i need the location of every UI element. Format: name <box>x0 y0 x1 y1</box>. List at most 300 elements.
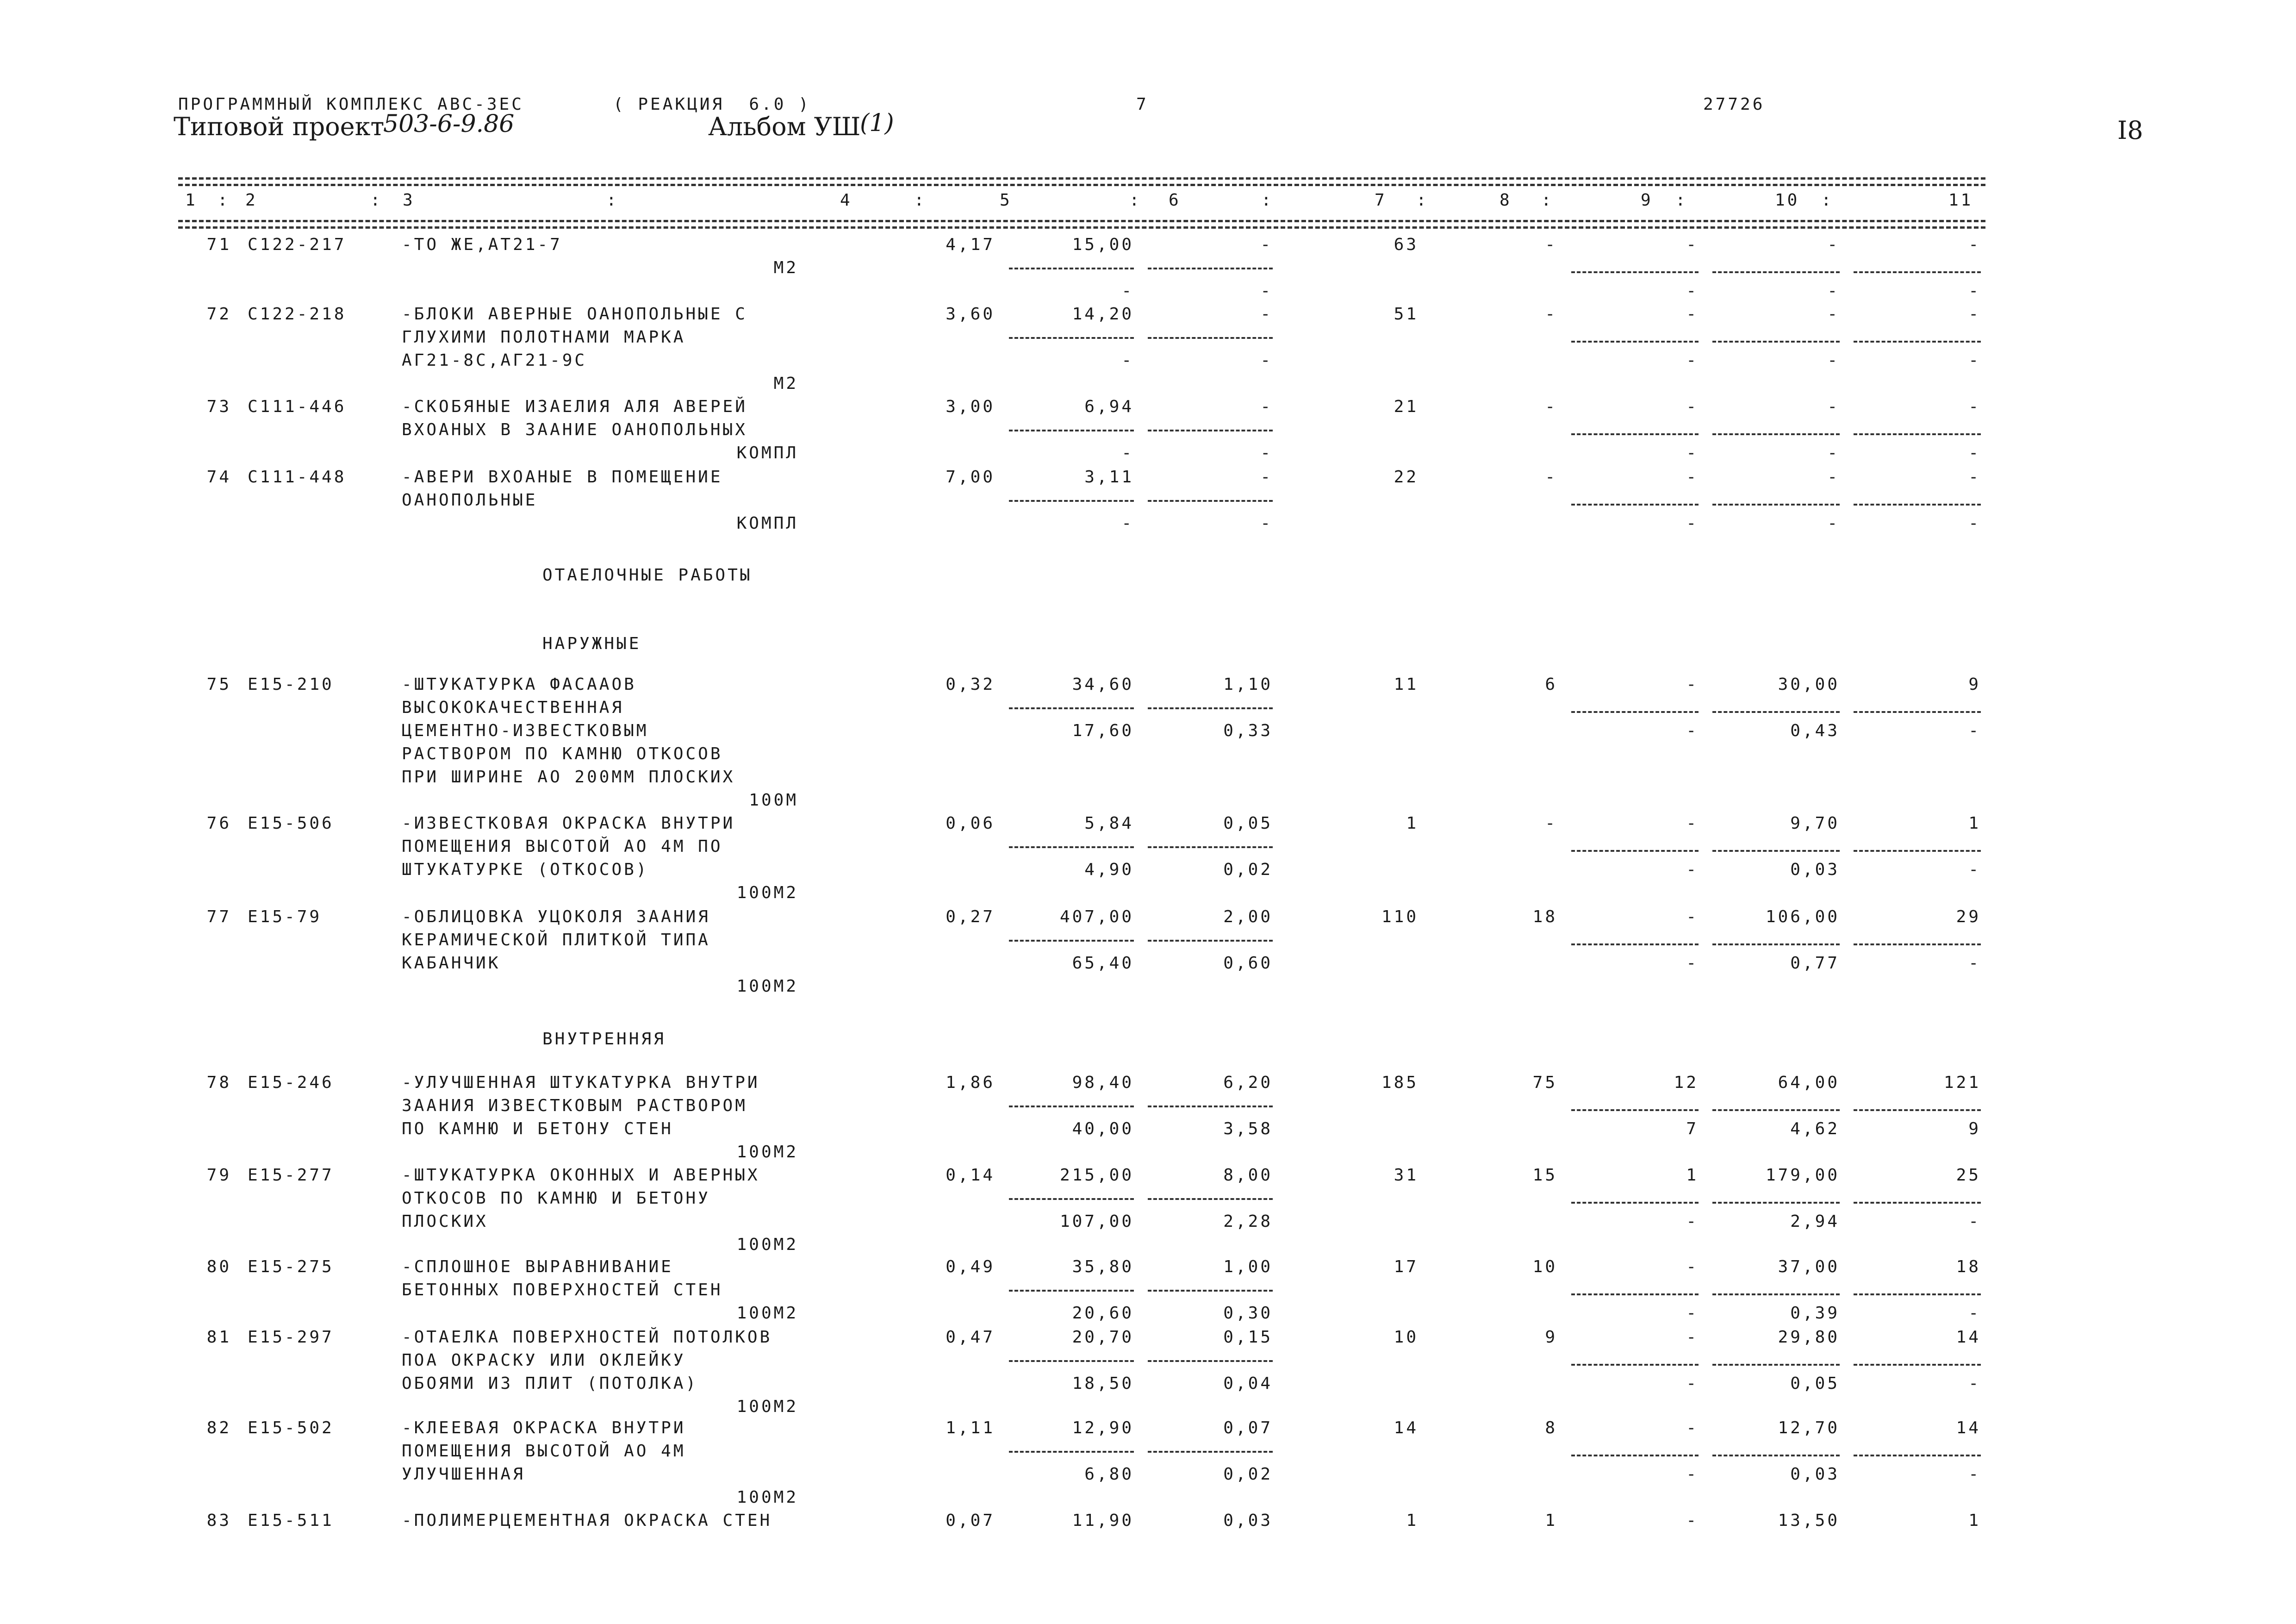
cell-c7: 185 <box>1381 1073 1419 1092</box>
row-description: КЕРАМИЧЕСКОЙ ПЛИТКОЙ ТИПА <box>402 931 710 949</box>
cell-c8: - <box>1545 235 1557 254</box>
cell-separator <box>1148 846 1273 848</box>
column-separator: : <box>1261 191 1274 210</box>
cell-c7: 110 <box>1381 907 1419 926</box>
row-number: 76 <box>206 814 231 833</box>
cell-c8: 8 <box>1545 1418 1557 1437</box>
cell-separator <box>1009 940 1134 942</box>
cell-c10: 9,70 <box>1790 814 1840 833</box>
cell-c5: 20,70 <box>1072 1328 1134 1347</box>
cell-c5: 6,80 <box>1084 1465 1134 1484</box>
row-description: -ТО ЖЕ,АТ21-7 <box>402 235 562 254</box>
cell-c4: 0,27 <box>946 907 995 926</box>
cell-c8: 9 <box>1545 1328 1557 1347</box>
section-interior: ВНУТРЕННЯЯ <box>542 1030 666 1049</box>
row-description: -ИЗВЕСТКОВАЯ ОКРАСКА ВНУТРИ <box>402 814 735 833</box>
row-description: ЦЕМЕНТНО-ИЗВЕСТКОВЫМ <box>402 721 649 740</box>
cell-c9: - <box>1686 1418 1699 1437</box>
row-code: C111-446 <box>248 397 347 416</box>
row-description: ОАНОПОЛЬНЫЕ <box>402 491 538 510</box>
cell-separator <box>1854 1455 1981 1456</box>
column-separator: : <box>1541 191 1554 210</box>
row-number: 81 <box>206 1328 231 1347</box>
column-header-5: 5 <box>1000 191 1012 210</box>
cell-c7: 21 <box>1394 397 1419 416</box>
row-description: ПО КАМНЮ И БЕТОНУ СТЕН <box>402 1119 673 1138</box>
cell-c5: 65,40 <box>1072 954 1134 973</box>
cell-c8: 10 <box>1532 1257 1557 1276</box>
program-title: ПРОГРАММНЫЙ КОМПЛЕКС АВС-3ЕС <box>178 95 524 114</box>
cell-separator <box>1009 1198 1134 1200</box>
row-unit: M2 <box>773 258 798 277</box>
cell-c10: 0,77 <box>1790 954 1840 973</box>
cell-separator <box>1148 940 1273 942</box>
cell-separator <box>1854 433 1981 435</box>
row-number: 78 <box>206 1073 231 1092</box>
row-number: 79 <box>206 1166 231 1185</box>
cell-c6: 2,00 <box>1223 907 1273 926</box>
cell-separator <box>1712 943 1840 945</box>
cell-c6: 0,02 <box>1223 1465 1273 1484</box>
row-unit: 100M2 <box>736 1235 798 1254</box>
row-unit: 100M2 <box>736 1143 798 1162</box>
cell-c4: 3,60 <box>946 305 995 324</box>
cell-c8: 1 <box>1545 1511 1557 1530</box>
row-description: ШТУКАТУРКЕ (ОТКОСОВ) <box>402 860 649 879</box>
cell-c9: - <box>1686 1465 1699 1484</box>
cell-c10: - <box>1827 468 1840 487</box>
cell-c7: 51 <box>1394 305 1419 324</box>
cell-separator <box>1712 711 1840 713</box>
row-number: 83 <box>206 1511 231 1530</box>
cell-separator <box>1854 711 1981 713</box>
column-separator: : <box>1675 191 1688 210</box>
row-unit: 100M2 <box>736 1397 798 1416</box>
cell-separator <box>1571 711 1699 713</box>
cell-separator <box>1854 850 1981 852</box>
cell-separator <box>1148 1360 1273 1362</box>
cell-c11: 121 <box>1943 1073 1981 1092</box>
cell-c4: 1,86 <box>946 1073 995 1092</box>
cell-c8: - <box>1545 305 1557 324</box>
cell-c5: 20,60 <box>1072 1304 1134 1323</box>
cell-c8: - <box>1545 468 1557 487</box>
row-unit: 100M2 <box>736 1488 798 1507</box>
cell-c9: - <box>1686 1511 1699 1530</box>
cell-c8: 18 <box>1532 907 1557 926</box>
cell-separator <box>1009 268 1134 269</box>
cell-separator <box>1712 1109 1840 1111</box>
row-code: E15-502 <box>248 1418 334 1437</box>
project-number: 503-6-9.86 <box>383 110 515 138</box>
cell-c5: 17,60 <box>1072 721 1134 740</box>
cell-c9: - <box>1686 954 1699 973</box>
cell-separator <box>1571 943 1699 945</box>
cell-separator <box>1148 1198 1273 1200</box>
cell-separator <box>1712 504 1840 506</box>
cell-c5: - <box>1121 351 1134 370</box>
cell-c11: - <box>1968 351 1981 370</box>
header-rule-top <box>178 177 1985 180</box>
page-number: 7 <box>1136 95 1149 114</box>
cell-c10: - <box>1827 235 1840 254</box>
row-description: ПЛОСКИХ <box>402 1212 488 1231</box>
cell-c11: - <box>1968 305 1981 324</box>
cell-c7: 1 <box>1406 1511 1419 1530</box>
cell-c5: 18,50 <box>1072 1374 1134 1393</box>
cell-separator <box>1148 500 1273 502</box>
row-description: ВЫСОКОКАЧЕСТВЕННАЯ <box>402 698 624 717</box>
cell-c6: 8,00 <box>1223 1166 1273 1185</box>
cell-c5: 107,00 <box>1059 1212 1134 1231</box>
cell-c5: - <box>1121 281 1134 300</box>
row-description: -ШТУКАТУРКА ФАСААОВ <box>402 675 636 694</box>
cell-c5: 12,90 <box>1072 1418 1134 1437</box>
column-header-2: 2 <box>245 191 258 210</box>
row-code: E15-246 <box>248 1073 334 1092</box>
column-header-7: 7 <box>1375 191 1387 210</box>
column-header-3: 3 <box>403 191 415 210</box>
cell-c5: 15,00 <box>1072 235 1134 254</box>
document-number: 27726 <box>1703 95 1765 114</box>
cell-c9: - <box>1686 1304 1699 1323</box>
row-code: E15-297 <box>248 1328 334 1347</box>
row-code: C122-218 <box>248 305 347 324</box>
cell-c8: - <box>1545 397 1557 416</box>
row-description: -ОТАЕЛКА ПОВЕРХНОСТЕЙ ПОТОЛКОВ <box>402 1328 772 1347</box>
cell-c10: 0,39 <box>1790 1304 1840 1323</box>
cell-c6: - <box>1260 235 1273 254</box>
cell-c7: 17 <box>1394 1257 1419 1276</box>
row-description: -КЛЕЕВАЯ ОКРАСКА ВНУТРИ <box>402 1418 686 1437</box>
cell-separator <box>1148 707 1273 709</box>
cell-c4: 0,47 <box>946 1328 995 1347</box>
cell-c11: 9 <box>1968 675 1981 694</box>
cell-c8: - <box>1545 814 1557 833</box>
cell-c5: 34,60 <box>1072 675 1134 694</box>
cell-separator <box>1009 430 1134 431</box>
row-description: ЗААНИЯ ИЗВЕСТКОВЫМ РАСТВОРОМ <box>402 1096 747 1115</box>
cell-separator <box>1854 1202 1981 1204</box>
row-number: 75 <box>206 675 231 694</box>
cell-c9: 12 <box>1674 1073 1699 1092</box>
cell-c6: - <box>1260 305 1273 324</box>
project-label: Типовой проект <box>174 112 385 141</box>
cell-c6: 0,03 <box>1223 1511 1273 1530</box>
column-header-9: 9 <box>1641 191 1653 210</box>
section-exterior: НАРУЖНЫЕ <box>542 634 641 653</box>
cell-separator <box>1712 1364 1840 1366</box>
cell-c6: 0,05 <box>1223 814 1273 833</box>
cell-c4: 0,14 <box>946 1166 995 1185</box>
column-header-10: 10 <box>1775 191 1800 210</box>
cell-c10: - <box>1827 397 1840 416</box>
column-header-11: 11 <box>1948 191 1973 210</box>
cell-c11: - <box>1968 514 1981 533</box>
cell-c8: 6 <box>1545 675 1557 694</box>
cell-separator <box>1571 1455 1699 1456</box>
cell-c7: 63 <box>1394 235 1419 254</box>
row-code: C111-448 <box>248 468 347 487</box>
column-separator: : <box>218 191 230 210</box>
row-number: 71 <box>206 235 231 254</box>
row-number: 74 <box>206 468 231 487</box>
cell-c9: - <box>1686 814 1699 833</box>
row-description: -ШТУКАТУРКА ОКОННЫХ И АВЕРНЫХ <box>402 1166 760 1185</box>
cell-c11: 25 <box>1956 1166 1981 1185</box>
cell-c9: - <box>1686 397 1699 416</box>
cell-c10: 29,80 <box>1778 1328 1840 1347</box>
header-rule-bottom <box>178 220 1985 222</box>
cell-c6: - <box>1260 514 1273 533</box>
row-unit: КОМПЛ <box>736 514 798 533</box>
cell-c9: - <box>1686 514 1699 533</box>
row-number: 82 <box>206 1418 231 1437</box>
row-code: E15-210 <box>248 675 334 694</box>
cell-c5: 11,90 <box>1072 1511 1134 1530</box>
cell-separator <box>1009 337 1134 339</box>
column-separator: : <box>1416 191 1429 210</box>
row-description: РАСТВОРОМ ПО КАМНЮ ОТКОСОВ <box>402 744 723 763</box>
cell-c10: 4,62 <box>1790 1119 1840 1138</box>
cell-c6: - <box>1260 281 1273 300</box>
row-description: -ПОЛИМЕРЦЕМЕНТНАЯ ОКРАСКА СТЕН <box>402 1511 772 1530</box>
column-header-4: 4 <box>840 191 852 210</box>
cell-c4: 0,49 <box>946 1257 995 1276</box>
cell-c10: 37,00 <box>1778 1257 1840 1276</box>
cell-separator <box>1148 337 1273 339</box>
cell-c5: 407,00 <box>1059 907 1134 926</box>
cell-c10: 30,00 <box>1778 675 1840 694</box>
album-number: (1) <box>860 109 894 137</box>
cell-c9: - <box>1686 351 1699 370</box>
header-rule-bottom2 <box>178 226 1985 229</box>
cell-separator <box>1712 341 1840 343</box>
cell-separator <box>1571 1202 1699 1204</box>
cell-separator <box>1009 1451 1134 1453</box>
cell-c6: - <box>1260 397 1273 416</box>
row-description: -СКОБЯНЫЕ ИЗАЕЛИЯ АЛЯ АВЕРЕЙ <box>402 397 747 416</box>
cell-c9: - <box>1686 468 1699 487</box>
cell-c11: - <box>1968 281 1981 300</box>
cell-separator <box>1712 1455 1840 1456</box>
row-description: -БЛОКИ АВЕРНЫЕ ОАНОПОЛЬНЫЕ С <box>402 305 747 324</box>
cell-c10: - <box>1827 351 1840 370</box>
cell-separator <box>1571 433 1699 435</box>
cell-c10: 106,00 <box>1765 907 1840 926</box>
cell-c5: 3,11 <box>1084 468 1134 487</box>
cell-c11: 1 <box>1968 1511 1981 1530</box>
cell-c9: 1 <box>1686 1166 1699 1185</box>
column-header-6: 6 <box>1169 191 1181 210</box>
cell-separator <box>1148 430 1273 431</box>
cell-c6: 0,15 <box>1223 1328 1273 1347</box>
cell-c11: - <box>1968 443 1981 462</box>
cell-c10: 0,05 <box>1790 1374 1840 1393</box>
cell-c6: 0,07 <box>1223 1418 1273 1437</box>
cell-c6: - <box>1260 351 1273 370</box>
cell-separator <box>1571 271 1699 273</box>
cell-c9: - <box>1686 860 1699 879</box>
cell-c8: 75 <box>1532 1073 1557 1092</box>
cell-separator <box>1009 707 1134 709</box>
row-description: ПРИ ШИРИНЕ АО 200ММ ПЛОСКИХ <box>402 768 735 787</box>
column-header-8: 8 <box>1500 191 1512 210</box>
cell-c10: 12,70 <box>1778 1418 1840 1437</box>
cell-c9: - <box>1686 305 1699 324</box>
row-unit: M2 <box>773 374 798 393</box>
cell-separator <box>1854 341 1981 343</box>
cell-c4: 1,11 <box>946 1418 995 1437</box>
cell-separator <box>1571 504 1699 506</box>
cell-c11: 9 <box>1968 1119 1981 1138</box>
cell-c10: 13,50 <box>1778 1511 1840 1530</box>
row-code: C122-217 <box>248 235 347 254</box>
row-description: УЛУЧШЕННАЯ <box>402 1465 525 1484</box>
cell-c6: 0,60 <box>1223 954 1273 973</box>
cell-separator <box>1571 1109 1699 1111</box>
cell-separator <box>1148 1451 1273 1453</box>
cell-c6: 2,28 <box>1223 1212 1273 1231</box>
cell-c5: 215,00 <box>1059 1166 1134 1185</box>
section-finishing: ОТАЕЛОЧНЫЕ РАБОТЫ <box>542 566 753 585</box>
cell-c10: - <box>1827 281 1840 300</box>
row-unit: 100M <box>749 791 798 810</box>
column-separator: : <box>1129 191 1142 210</box>
cell-c5: 35,80 <box>1072 1257 1134 1276</box>
column-separator: : <box>1821 191 1834 210</box>
cell-c5: 4,90 <box>1084 860 1134 879</box>
cell-c9: - <box>1686 443 1699 462</box>
cell-separator <box>1009 500 1134 502</box>
cell-c7: 31 <box>1394 1166 1419 1185</box>
cell-c7: 22 <box>1394 468 1419 487</box>
cell-separator <box>1009 1360 1134 1362</box>
cell-c6: 1,10 <box>1223 675 1273 694</box>
cell-c9: - <box>1686 907 1699 926</box>
cell-c6: 3,58 <box>1223 1119 1273 1138</box>
cell-separator <box>1854 1364 1981 1366</box>
cell-separator <box>1854 1109 1981 1111</box>
cell-c6: 0,02 <box>1223 860 1273 879</box>
cell-c11: - <box>1968 468 1981 487</box>
row-description: -ОБЛИЦОВКА УЦОКОЛЯ ЗААНИЯ <box>402 907 710 926</box>
row-description: ВХОАНЫХ В ЗААНИЕ ОАНОПОЛЬНЫХ <box>402 420 747 439</box>
cell-c10: 2,94 <box>1790 1212 1840 1231</box>
row-code: E15-275 <box>248 1257 334 1276</box>
cell-separator <box>1712 1202 1840 1204</box>
cell-separator <box>1854 943 1981 945</box>
cell-separator <box>1009 846 1134 848</box>
cell-c11: 1 <box>1968 814 1981 833</box>
cell-separator <box>1854 1293 1981 1295</box>
cell-separator <box>1571 1293 1699 1295</box>
cell-c7: 10 <box>1394 1328 1419 1347</box>
cell-c11: 14 <box>1956 1418 1981 1437</box>
column-separator: : <box>370 191 383 210</box>
row-description: БЕТОННЫХ ПОВЕРХНОСТЕЙ СТЕН <box>402 1280 723 1299</box>
cell-separator <box>1009 1290 1134 1292</box>
cell-c9: - <box>1686 1212 1699 1231</box>
cell-c4: 0,32 <box>946 675 995 694</box>
row-description: КАБАНЧИК <box>402 954 501 973</box>
cell-c10: 0,43 <box>1790 721 1840 740</box>
cell-separator <box>1712 850 1840 852</box>
cell-c9: - <box>1686 281 1699 300</box>
cell-c10: 0,03 <box>1790 860 1840 879</box>
row-number: 80 <box>206 1257 231 1276</box>
cell-c11: - <box>1968 954 1981 973</box>
cell-separator <box>1712 433 1840 435</box>
cell-separator <box>1148 1106 1273 1107</box>
cell-separator <box>1712 1293 1840 1295</box>
cell-separator <box>1854 504 1981 506</box>
row-description: -УЛУЧШЕННАЯ ШТУКАТУРКА ВНУТРИ <box>402 1073 760 1092</box>
sheet-number: I8 <box>2117 116 2143 145</box>
cell-c9: - <box>1686 675 1699 694</box>
row-unit: 100M2 <box>736 883 798 902</box>
cell-separator <box>1148 1290 1273 1292</box>
row-description: ПОМЕЩЕНИЯ ВЫСОТОЙ АО 4М ПО <box>402 837 723 856</box>
row-unit: КОМПЛ <box>736 443 798 462</box>
cell-separator <box>1571 341 1699 343</box>
cell-c6: 0,30 <box>1223 1304 1273 1323</box>
column-separator: : <box>606 191 619 210</box>
row-unit: 100M2 <box>736 977 798 996</box>
header-rule-mid <box>178 184 1985 186</box>
cell-separator <box>1854 271 1981 273</box>
cell-c4: 4,17 <box>946 235 995 254</box>
cell-c5: 5,84 <box>1084 814 1134 833</box>
row-code: E15-511 <box>248 1511 334 1530</box>
cell-c5: - <box>1121 443 1134 462</box>
cell-c11: - <box>1968 1465 1981 1484</box>
cell-c11: 29 <box>1956 907 1981 926</box>
cell-c5: 98,40 <box>1072 1073 1134 1092</box>
row-code: E15-79 <box>248 907 322 926</box>
cell-c5: - <box>1121 514 1134 533</box>
row-description: ПОМЕЩЕНИЯ ВЫСОТОЙ АО 4М <box>402 1442 686 1461</box>
cell-c6: 0,33 <box>1223 721 1273 740</box>
cell-c6: - <box>1260 468 1273 487</box>
cell-c5: 14,20 <box>1072 305 1134 324</box>
cell-separator <box>1148 268 1273 269</box>
cell-separator <box>1571 1364 1699 1366</box>
cell-c6: 6,20 <box>1223 1073 1273 1092</box>
cell-c8: 15 <box>1532 1166 1557 1185</box>
row-description: ГЛУХИМИ ПОЛОТНАМИ МАРКА <box>402 328 686 347</box>
cell-c6: - <box>1260 443 1273 462</box>
cell-c9: - <box>1686 721 1699 740</box>
program-version: ( РЕАКЦИЯ 6.0 ) <box>613 95 811 114</box>
row-number: 77 <box>206 907 231 926</box>
row-code: E15-506 <box>248 814 334 833</box>
cell-c9: - <box>1686 1374 1699 1393</box>
row-description: АГ21-8С,АГ21-9С <box>402 351 587 370</box>
cell-separator <box>1571 850 1699 852</box>
cell-c10: 179,00 <box>1765 1166 1840 1185</box>
cell-c4: 7,00 <box>946 468 995 487</box>
cell-c11: 14 <box>1956 1328 1981 1347</box>
cell-c7: 1 <box>1406 814 1419 833</box>
cell-c11: - <box>1968 235 1981 254</box>
cell-c11: - <box>1968 1304 1981 1323</box>
cell-c11: - <box>1968 721 1981 740</box>
cell-c10: - <box>1827 514 1840 533</box>
row-description: ПОА ОКРАСКУ ИЛИ ОКЛЕЙКУ <box>402 1351 686 1370</box>
column-header-1: 1 <box>185 191 198 210</box>
cell-c7: 11 <box>1394 675 1419 694</box>
